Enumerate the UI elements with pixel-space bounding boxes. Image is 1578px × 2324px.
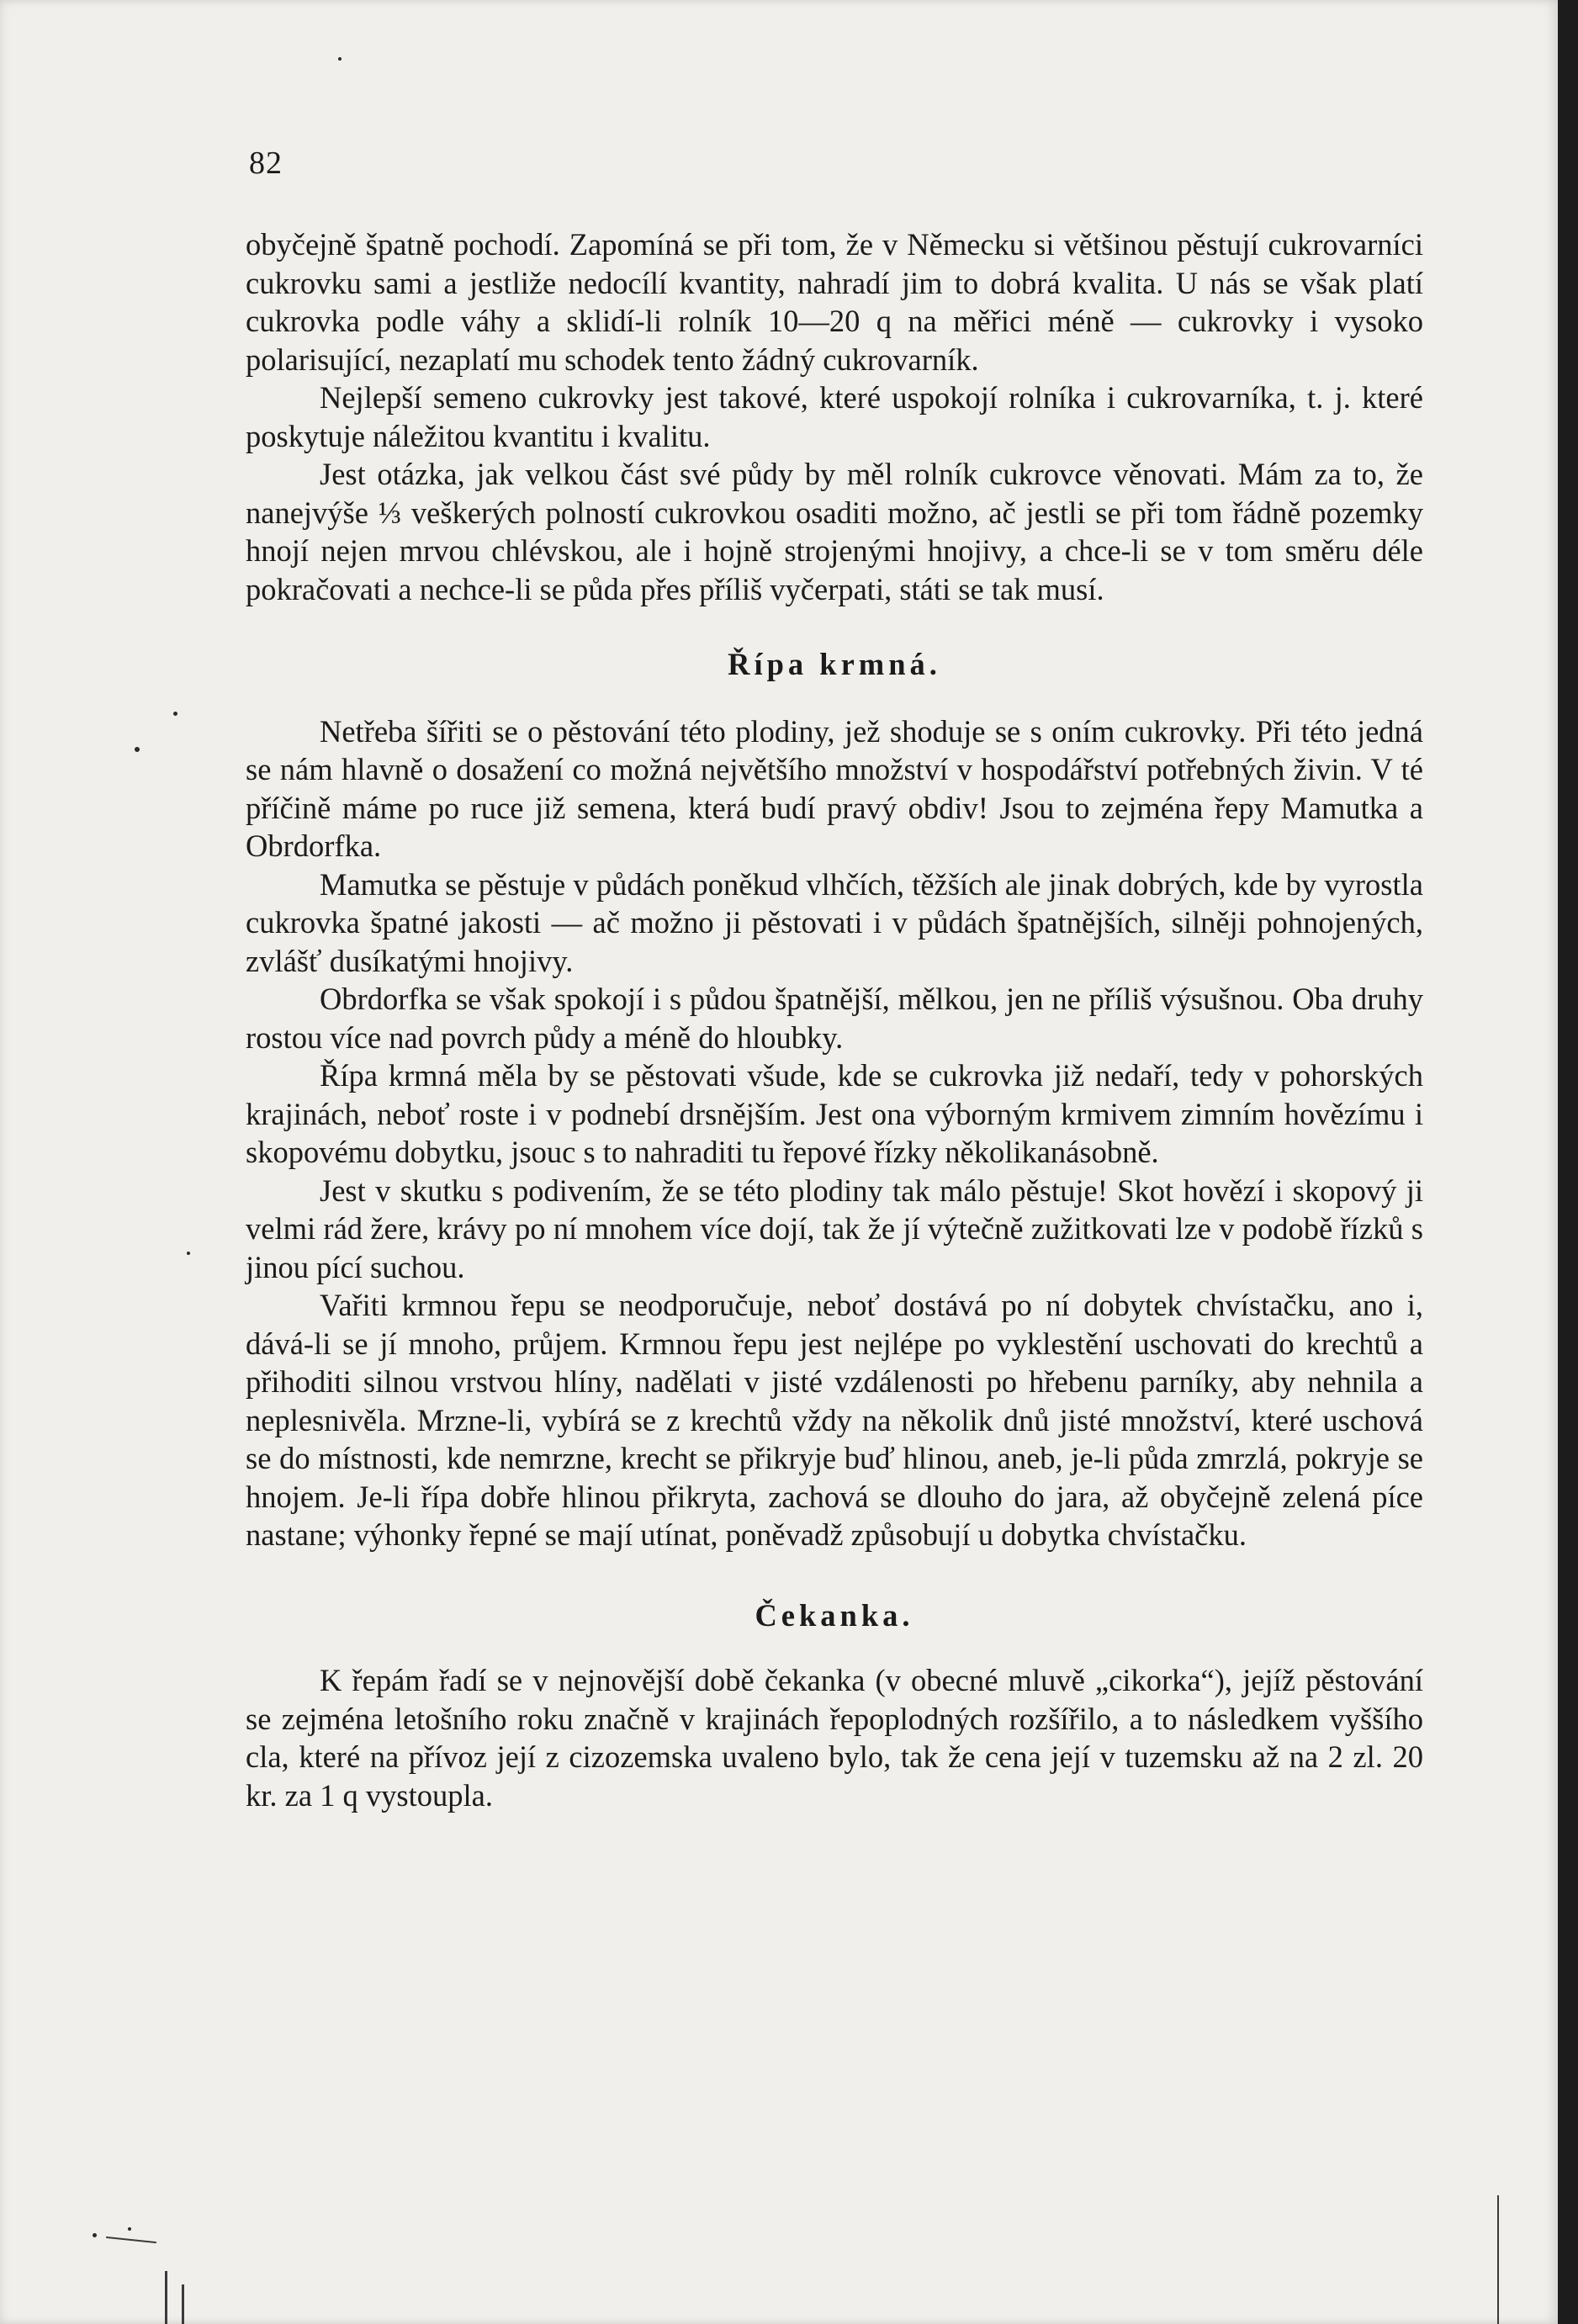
scan-speck [187,1252,190,1255]
scan-speck [338,57,342,61]
scan-speck [93,2233,97,2237]
page-number: 82 [249,146,283,181]
section1-paragraph-1: Netřeba šířiti se o pěstování této plodiny, jež shoduje se s oním cukrovky. Při této jedná se nám hlavně o dosažení co možná největšího množství v hospodářství potřebných živin. V té příčině máme po ruce již semena, která budí pravý obdiv! Jsou to zejména řepy Mamutka a Obrdorfka. [246,713,1423,863]
scan-edge-mark [106,2237,156,2243]
scan-edge-mark [165,2271,167,2324]
body-paragraph-1: obyčejně špatně pochodí. Zapomíná se při tom, že v Německu si většinou pěstují cukrovarníci cukrovku sami a jestliže nedocílí kvantity, nahradí jim to dobrá kvalita. U nás se však platí cukrovka podle váhy a sklidí-li rolník 10—20 q na měřici méně — cukrovky i vysoko polarisující, nezaplatí mu schodek tento žádný cukrovarník. [246,227,1423,377]
scan-edge-mark [182,2284,184,2324]
scan-speck [135,747,140,752]
section1-paragraph-5: Jest v skutku s podivením, že se této plodiny tak málo pěstuje! Skot hovězí i skopový ji velmi rád žere, krávy po ní mnohem více dojí, tak že jí výtečně zužitkovati lze v podobě řízků s jinou pící suchou. [246,1173,1423,1284]
scan-speck [173,712,177,716]
body-paragraph-3: Jest otázka, jak velkou část své půdy by měl rolník cukrovce věnovati. Mám za to, že nanejvýše ⅓ veškerých polností cukrovkou osaditi možno, ač jestli se při tom řádně pozemky hnojí nejen mrvou chlévskou, ale i hojně strojenými hnojivy, a chce-li se v tom směru déle pokračovati a nechce-li se půda přes příliš vyčerpati, státi se tak musí. [246,457,1423,606]
section-heading-cekanka: Čekanka. [755,1597,914,1633]
section-heading-ripa-krmna: Řípa krmná. [728,647,941,681]
section1-paragraph-3: Obrdorfka se však spokojí i s půdou špatnější, mělkou, jen ne příliš výsušnou. Oba druhy rostou více nad povrch půdy a méně do hloubky. [246,982,1423,1055]
scan-edge-mark [1497,2195,1499,2324]
body-paragraph-2: Nejlepší semeno cukrovky jest takové, které uspokojí rolníka i cukrovarníka, t. j. které poskytuje náležitou kvantitu i kvalitu. [246,380,1423,453]
section2-paragraph-1: K řepám řadí se v nejnovější době čekanka (v obecné mluvě „cikorka“), jejíž pěstování se zejména letošního roku značně v krajinách řepoplodných rozšířilo, a to následkem vyššího cla, které na přívoz její z cizozemska uvaleno bylo, tak že cena její v tuzemsku až na 2 zl. 20 kr. za 1 q vystoupla. [246,1663,1423,1813]
section1-paragraph-6: Vařiti krmnou řepu se neodporučuje, neboť dostává po ní dobytek chvístačku, ano i, dává-li se jí mnoho, průjem. Krmnou řepu jest nejlépe po vyklestění uschovati do krechtů a přihoditi silnou vrstvou hlíny, nadělati v jisté vzdálenosti po hřebenu parníky, aby nehnila a neplesnivěla. Mrzne-li, vybírá se z krechtů vždy na několik dnů jisté množství, které uschová se do místnosti, kde nemrzne, krecht se přikryje buď hlinou, aneb, je-li půda zmrzlá, pokryje se hnojem. Je-li řípa dobře hlinou přikryta, zachová se dlouho do jara, až obyčejně zelená píce nastane; výhonky řepné se mají utínat, poněvadž způsobují u dobytka chvístačku. [246,1288,1423,1552]
text-block [246,225,1423,1814]
scan-speck [128,2227,131,2231]
section1-paragraph-2: Mamutka se pěstuje v půdách poněkud vlhčích, těžších ale jinak dobrých, kde by vyrostla cukrovka špatné jakosti — ač možno ji pěstovati i v půdách špatnějších, silněji pohnojených, zvlášť dusíkatými hnojivy. [246,866,1423,978]
section1-paragraph-4: Řípa krmná měla by se pěstovati všude, kde se cukrovka již nedaří, tedy v pohorských krajinách, neboť roste i v podnebí drsnějším. Jest ona výborným krmivem zimním hovězímu i skopovému dobytku, jsouc s to nahraditi tu řepové řízky několikanásobně. [246,1058,1423,1169]
